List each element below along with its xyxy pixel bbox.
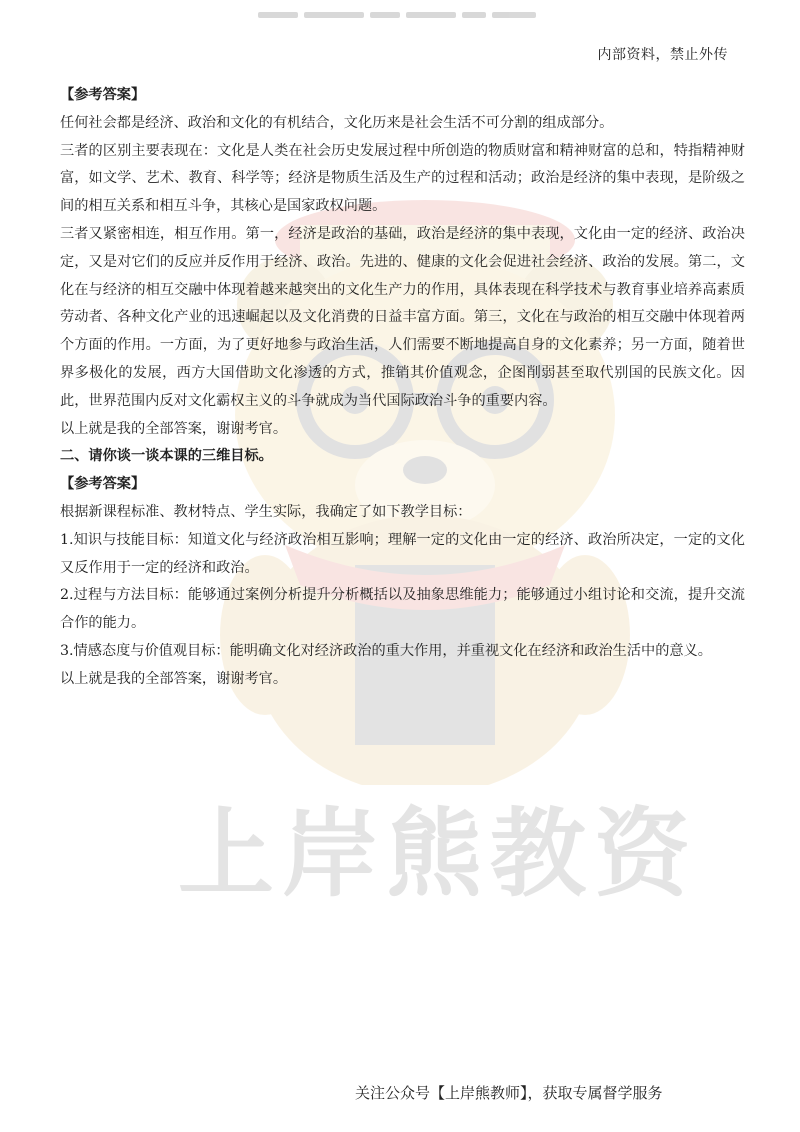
answer-label-1: 【参考答案】 — [60, 87, 146, 103]
brand-watermark-text: 上岸熊教资 — [178, 798, 698, 910]
cropped-header-line — [258, 12, 558, 20]
paragraph-1-1: 任何社会都是经济、政治和文化的有机结合，文化历来是社会生活不可分割的组成部分。 — [60, 114, 614, 131]
question-2-heading: 二、请你谈一谈本课的三维目标。 — [60, 448, 273, 465]
paragraph-1-3: 三者又紧密相连，相互作用。第一，经济是政治的基础，政治是经济的集中表现，文化由一定的经济、政治决定，又是对它们的反应并反作用于经济、政治。先进的、健康的文化会促进社会经济、政治的发展。第二，文化在与经济的相互交融中体现着越来越突出的文化生产力的作用，具体表现在科学技术与教育事业培养高素质劳动者、各种文化产业的迅速崛起以及文化消费的日益丰富方面。第三，文化在与政治的相互交融中体现着两个方面的作用。一方面，为了更好地参与政治生活，人们需要不断地提高自身的文化素养；另一方面，随着世界多极化的发展，西方大国借助文化渗透的方式，推销其价值观念，企图削弱甚至取代别国的民族文化。因此，世界范围内反对文化霸权主义的斗争就成为当代国际政治斗争的重要内容。 — [60, 225, 745, 409]
answer-label-2: 【参考答案】 — [60, 476, 146, 493]
paragraph-1-2: 三者的区别主要表现在：文化是人类在社会历史发展过程中所创造的物质财富和精神财富的总和，特指精神财富，如文学、艺术、教育、科学等；经济是物质生活及生产的过程和活动；政治是经济的集中表现，是阶级之间的相互关系和相互斗争，其核心是国家政权问题。 — [60, 142, 745, 215]
paragraph-2-4: 3.情感态度与价值观目标：能明确文化对经济政治的重大作用，并重视文化在经济和政治生活中的意义。 — [60, 642, 712, 659]
paragraph-2-2: 1.知识与技能目标：知道文化与经济政治相互影响；理解一定的文化由一定的经济、政治所决定，一定的文化又反作用于一定的经济和政治。 — [60, 531, 745, 576]
paragraph-2-5: 以上就是我的全部答案，谢谢考官。 — [60, 670, 288, 687]
answer-content — [60, 82, 745, 694]
paragraph-2-3: 2.过程与方法目标：能够通过案例分析提升分析概括以及抽象思维能力；能够通过小组讨论和交流，提升交流合作的能力。 — [60, 587, 745, 632]
footer-promo: 关注公众号【上岸熊教师】，获取专属督学服务 — [355, 1084, 663, 1102]
paragraph-1-4: 以上就是我的全部答案，谢谢考官。 — [60, 420, 288, 437]
paragraph-2-1: 根据新课程标准、教材特点、学生实际，我确定了如下教学目标： — [60, 503, 472, 520]
confidential-note: 内部资料，禁止外传 — [597, 47, 728, 63]
